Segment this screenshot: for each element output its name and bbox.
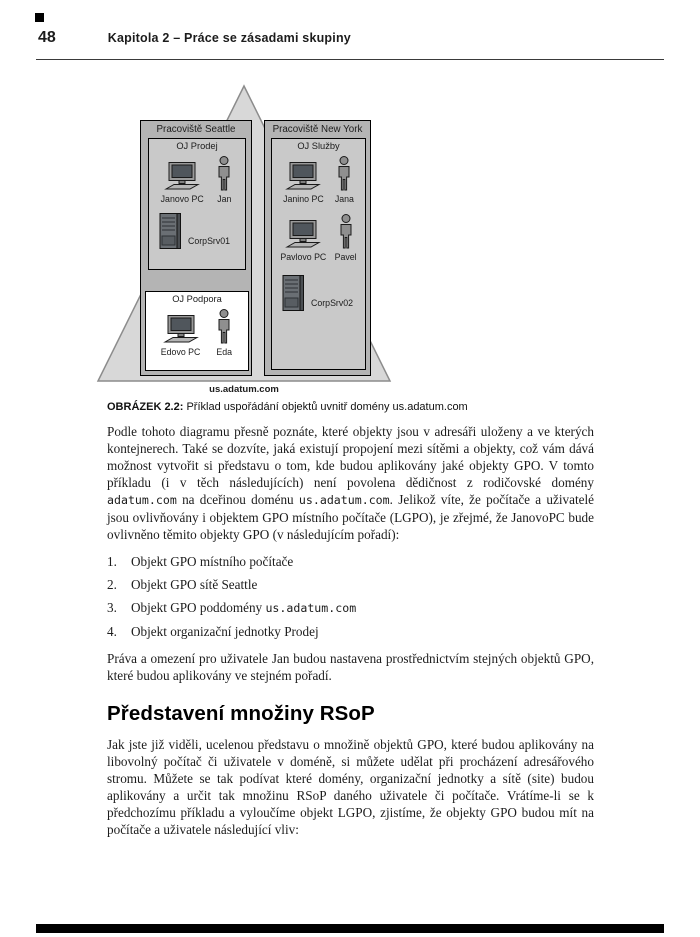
list-item-3-text [131, 599, 356, 617]
group-oj-podpora [145, 291, 249, 371]
panel-new-york [264, 120, 371, 376]
object-corpsrv02 [280, 274, 365, 312]
prodej-object-row [149, 156, 245, 204]
user-label: Jan [217, 194, 232, 204]
paragraph-1-text-c: . Jelikož víte, že počítače a uživatelé jsou ovlivňovány i objektem GPO místního počítače (LGPO), je zřejmé, že JanovoPC bude ovlivněno těmito objekty GPO (v následujícím pořadí): [107, 492, 594, 542]
inline-code-us-adatum: us.adatum.com [298, 493, 390, 507]
person-icon [337, 214, 355, 250]
print-registration-mark [35, 13, 44, 22]
list-item-2-number: 2. [107, 577, 117, 592]
list-item-3 [107, 599, 594, 617]
list-item-1-text: Objekt GPO místního počítače [131, 554, 294, 569]
list-item-2 [107, 576, 594, 593]
inline-code-us-adatum-list: us.adatum.com [265, 601, 357, 615]
bottom-print-bar [36, 924, 664, 933]
paragraph-3: Jak jste již viděli, ucelenou představu o množině objektů GPO, které budou aplikovány na libovolný počítač či uživatele v doméně, si můžete udělat při procházení adresářového stromu. Můžete se tak podívat které domény, organizační jednotky a sítě (site) budou aplikovány a určit tak množinu RSoP daného uživatele či počítače. Vrátíme-li se k předchozímu příkladu a vyloučíme objekt LGPO, zjistíme, že objekty GPO budou mít na počítače a uživatele následující vliv: [107, 737, 594, 837]
object-user-jan [215, 156, 233, 204]
list-item-1-number: 1. [107, 554, 117, 569]
page-number: 48 [38, 29, 56, 46]
object-user-jana [335, 156, 354, 204]
text-column [107, 401, 594, 838]
group-oj-sluzby [271, 138, 366, 370]
list-item-3-text-part: Objekt GPO poddomény [131, 600, 266, 615]
user-label: Eda [216, 347, 233, 357]
computer-icon [285, 162, 321, 192]
figure-diagram [0, 84, 700, 398]
person-icon [215, 309, 233, 345]
computer-label: Janovo PC [160, 194, 204, 204]
paragraph-1-text-a: Podle tohoto diagramu přesně poznáte, které objekty jsou v adresáři uloženy a ve kterých kontejnerech. Také se dozvíte, jaká existují propojení mezi sítěmi a objekty, což vám dává možnost vytvořit si představu o tom, kde budou aplikovány jaké objekty GPO. V tomto příkladu (i v těch následujících) není povolena dědičnost z rodičovské domény [107, 424, 594, 490]
figure-caption [107, 401, 594, 413]
server-icon [280, 274, 306, 312]
person-icon [335, 156, 353, 192]
figure-caption-label: OBRÁZEK 2.2: [107, 401, 184, 413]
server-icon [157, 212, 183, 250]
gpo-order-list [107, 553, 594, 640]
panel-new-york-title: Pracoviště New York [272, 124, 363, 135]
list-item-4-text: Objekt organizační jednotky Prodej [131, 624, 319, 639]
list-item-4 [107, 623, 594, 640]
sluzby-object-row-1 [272, 156, 365, 204]
object-corpsrv01 [157, 212, 245, 250]
computer-icon [164, 162, 200, 192]
server-label: CorpSrv02 [311, 298, 354, 308]
chapter-header: Kapitola 2 – Práce se zásadami skupiny [107, 31, 351, 45]
list-item-3-number: 3. [107, 600, 117, 615]
page-header [38, 29, 662, 47]
object-edovo-pc [161, 315, 201, 357]
sluzby-object-row-2 [272, 214, 365, 262]
group-oj-prodej-title: OJ Prodej [176, 141, 218, 151]
panel-seattle-title: Pracoviště Seattle [156, 124, 236, 135]
podpora-object-row [146, 309, 248, 357]
domain-label: us.adatum.com [209, 384, 279, 395]
panel-seattle [140, 120, 252, 376]
object-janino-pc [283, 162, 324, 204]
user-label: Jana [334, 194, 354, 204]
group-oj-podpora-title: OJ Podpora [172, 294, 222, 304]
inline-code-adatum: adatum.com [107, 493, 177, 507]
computer-label: Pavlovo PC [280, 252, 327, 262]
computer-label: Edovo PC [160, 347, 201, 357]
group-oj-sluzby-title: OJ Služby [297, 141, 340, 151]
list-item-1 [107, 553, 594, 570]
list-item-2-text: Objekt GPO sítě Seattle [131, 577, 258, 592]
paragraph-1 [107, 423, 594, 543]
user-label: Pavel [334, 252, 357, 262]
computer-icon [285, 220, 321, 250]
object-pavlovo-pc [280, 220, 326, 262]
group-oj-prodej [148, 138, 246, 270]
section-heading-rsop: Představení množiny RSoP [107, 702, 375, 725]
list-item-4-number: 4. [107, 624, 117, 639]
paragraph-1-text-b: na dceřinou doménu [176, 492, 299, 507]
object-user-eda [215, 309, 233, 357]
computer-label: Janino PC [283, 194, 324, 204]
object-janovo-pc [161, 162, 204, 204]
server-label: CorpSrv01 [188, 236, 231, 246]
computer-icon [163, 315, 199, 345]
person-icon [215, 156, 233, 192]
figure-caption-text: Příklad uspořádání objektů uvnitř domény us.adatum.com [183, 401, 468, 413]
paragraph-2: Práva a omezení pro uživatele Jan budou nastavena prostřednictvím stejných objektů GPO, které budou aplikovány ve stejném pořadí. [107, 651, 594, 683]
header-rule [36, 59, 664, 60]
object-user-pavel [335, 214, 357, 262]
